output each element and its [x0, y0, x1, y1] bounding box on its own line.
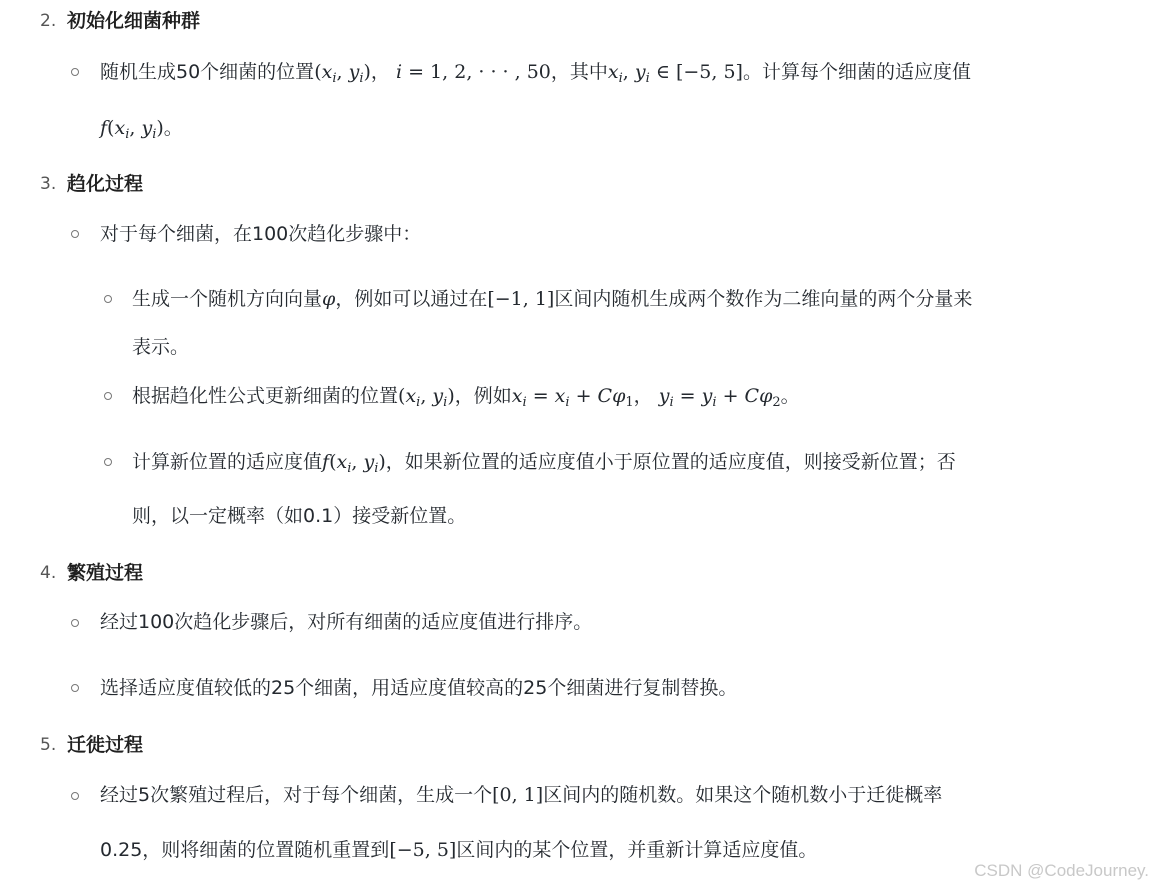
section-title: 繁殖过程 [67, 562, 144, 584]
paragraph-migration-cont: 0.25，则将细菌的位置随机重置到[−5, 5]区间内的某个位置，并重新计算适应度值。 [100, 839, 818, 861]
section-number: 5. [40, 735, 57, 755]
bullet-circle-icon [104, 295, 112, 303]
paragraph-migration: 经过5次繁殖过程后，对于每个细菌，生成一个[0, 1]区间内的随机数。如果这个随机数小于迁徙概率 [100, 784, 943, 806]
bullet-circle-icon [71, 68, 79, 76]
paragraph-compute-fitness: 计算新位置的适应度值$f(x_i$, $y_i$)，如果新位置的适应度值小于原位置的适应度值，则接受新位置；否 [132, 451, 956, 476]
bullet-circle-icon [71, 230, 79, 238]
section-number: 3. [40, 174, 57, 194]
section-number: 4. [40, 563, 57, 583]
paragraph-random-direction-cont: 表示。 [132, 336, 190, 358]
paragraph-init: 随机生成50个细菌的位置($x_i$, $y_i$)， i = 1, 2, · · · , 50，其中$x_i$, $y_i$ ∈ [−5, 5]。计算每个细菌的适应度值 [100, 61, 971, 86]
paragraph-replicate: 选择适应度值较低的25个细菌，用适应度值较高的25个细菌进行复制替换。 [100, 677, 738, 699]
bullet-circle-icon [71, 684, 79, 692]
section-title: 迁徙过程 [67, 734, 144, 756]
paragraph-init-cont: $f(x_i$, $y_i$)。 [100, 117, 183, 142]
paragraph-chemotaxis-intro: 对于每个细菌，在100次趋化步骤中： [100, 223, 422, 245]
paragraph-sort: 经过100次趋化步骤后，对所有细菌的适应度值进行排序。 [100, 611, 593, 633]
bullet-circle-icon [71, 792, 79, 800]
watermark: CSDN @CodeJourney. [974, 861, 1149, 880]
bullet-circle-icon [104, 458, 112, 466]
section-number: 2. [40, 11, 57, 31]
section-title: 初始化细菌种群 [67, 10, 201, 32]
paragraph-compute-fitness-cont: 则，以一定概率（如0.1）接受新位置。 [132, 505, 467, 527]
paragraph-update-position: 根据趋化性公式更新细菌的位置($x_i$, $y_i$)，例如$x_i = x_i + C\varphi_1$， $y_i = y_i + C\varphi_2$。 [132, 385, 800, 410]
section-title: 趋化过程 [67, 173, 144, 195]
bullet-circle-icon [104, 392, 112, 400]
paragraph-random-direction: 生成一个随机方向向量φ，例如可以通过在[−1, 1]区间内随机生成两个数作为二维向量的两个分量来 [132, 288, 973, 310]
bullet-circle-icon [71, 619, 79, 627]
